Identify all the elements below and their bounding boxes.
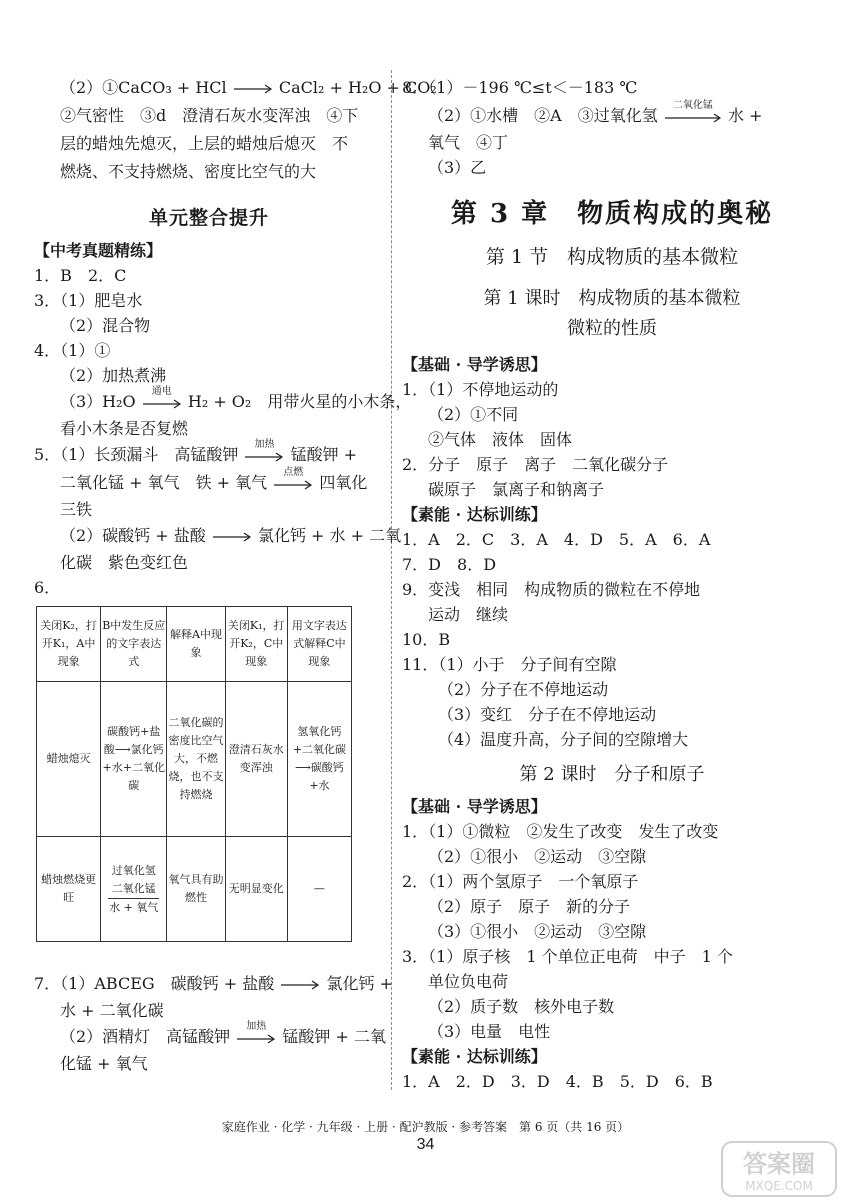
section-tag: 【基础 · 导学诱思】 — [402, 355, 547, 374]
answer-line: 7．（1）ABCEG 碳酸钙 + 盐酸 氯化钙 + — [34, 974, 393, 993]
answer-line: （3）H₂O 通电 H₂ + O₂ 用带火星的小木条， — [60, 385, 412, 411]
answer-line: 1．A 2．D 3．D 4．B 5．D 6．B — [402, 1072, 713, 1091]
answer-line: 1．（1）①微粒 ②发生了改变 发生了改变 — [402, 822, 719, 841]
answer-line: ②气体 液体 固体 — [428, 430, 573, 449]
table-cell: 澄清石灰水变浑浊 — [225, 682, 287, 837]
table-cell: 蜡烛熄灭 — [37, 682, 101, 837]
table-row — [37, 682, 352, 837]
reaction-arrow — [232, 79, 274, 99]
answer-line: 1．A 2．C 3．A 4．D 5．A 6．A — [402, 530, 711, 549]
answer-line: 2．（1）两个氢原子 一个氧原子 — [402, 872, 639, 891]
table-header-cell: 解释A中现象 — [167, 607, 225, 682]
answer-line: 1．B 2．C — [34, 266, 127, 285]
table-cell: 氧气具有助燃性 — [167, 837, 225, 942]
answer-line: 氧气 ④丁 — [428, 133, 509, 152]
answer-line: （2）加热煮沸 — [60, 366, 167, 385]
reaction-arrow — [211, 527, 253, 547]
answer-line: 8．（1）－196 ℃≤t＜－183 ℃ — [402, 78, 638, 97]
svg-text:MXQE.COM: MXQE.COM — [745, 1179, 813, 1193]
table-cell: 二氧化碳的密度比空气大，不燃烧，也不支持燃烧 — [167, 682, 225, 837]
table-header-cell: 关闭K₁，打开K₂，C中现象 — [225, 607, 287, 682]
answer-line: ②气密性 ③d 澄清石灰水变浑浊 ④下 — [60, 106, 359, 125]
answer-line: 看小木条是否复燃 — [60, 419, 189, 438]
answer-line: （2）①很小 ②运动 ③空隙 — [428, 847, 647, 866]
answer-line: （4）温度升高，分子间的空隙增大 — [438, 730, 689, 749]
table-cell: 过氧化氢 二氧化锰 水 + 氧气 — [101, 837, 167, 942]
answer-line: （2）混合物 — [60, 316, 151, 335]
lesson-subtitle: 微粒的性质 — [567, 318, 657, 339]
answer-line: 9．变浅 相同 构成物质的微粒在不停地 — [402, 580, 701, 599]
table-cell: 碳酸钙+盐酸⟶氯化钙+水+二氧化碳 — [101, 682, 167, 837]
table-cell: 氢氧化钙+二氧化碳⟶碳酸钙+水 — [287, 682, 351, 837]
answer-line: （2）原子 原子 新的分子 — [428, 897, 631, 916]
table-row — [37, 837, 352, 942]
answer-line: 三铁 — [60, 500, 93, 519]
answer-line: 11．（1）小于 分子间有空隙 — [402, 655, 617, 674]
reaction-arrow: 通电 — [141, 393, 183, 413]
reaction-arrow: 加热 — [243, 446, 285, 466]
answer-line: 10．B — [402, 630, 451, 649]
answer-line: 4．（1）① — [34, 341, 111, 360]
answer-line: 层的蜡烛先熄灭，上层的蜡烛后熄灭 不 — [60, 134, 349, 153]
answer-line: 5．（1）长颈漏斗 高锰酸钾 加热 锰酸钾 + — [34, 438, 358, 464]
section-title: 第 1 节 构成物质的基本微粒 — [485, 246, 739, 268]
reaction-arrow: 二氧化锰 — [663, 107, 723, 127]
answer-line: 单位负电荷 — [428, 972, 509, 991]
answer-line: （3）电量 电性 — [428, 1022, 551, 1041]
table-cell: — — [287, 837, 351, 942]
reaction-arrow: 加热 — [235, 1028, 277, 1048]
answer-line: 化碳 紫色变红色 — [60, 553, 189, 572]
page-footer: 家庭作业 · 化学 · 九年级 · 上册 · 配沪教版 · 参考答案 第 6 页（共 16 页） — [221, 1120, 630, 1134]
table-cell: 蜡烛燃烧更旺 — [37, 837, 101, 942]
lesson-title: 第 1 课时 构成物质的基本微粒 — [483, 288, 741, 309]
chapter-title: 第 3 章 物质构成的奥秘 — [450, 199, 774, 229]
answer-line: 2．分子 原子 离子 二氧化碳分子 — [402, 455, 669, 474]
reaction-arrow — [279, 975, 321, 995]
answer-line: 3．（1）肥皂水 — [34, 291, 143, 310]
answer-line: 7．D 8．D — [402, 555, 497, 574]
answer-line: 燃烧、不支持燃烧、密度比空气的大 — [60, 162, 317, 181]
answer-line: （2）分子在不停地运动 — [438, 680, 609, 699]
section-tag: 【素能 · 达标训练】 — [402, 505, 547, 524]
answer-line: （3）变红 分子在不停地运动 — [438, 705, 657, 724]
table-header-row — [37, 607, 352, 682]
section-tag: 【中考真题精练】 — [34, 241, 163, 260]
watermark-icon — [720, 1140, 838, 1198]
section-tag: 【基础 · 导学诱思】 — [402, 797, 547, 816]
svg-text:答案圈: 答案圈 — [743, 1150, 815, 1178]
answer-line: （2）碳酸钙 + 盐酸 氯化钙 + 水 + 二氧 — [60, 526, 402, 545]
lesson-title: 第 2 课时 分子和原子 — [519, 764, 705, 785]
section-tag: 【素能 · 达标训练】 — [402, 1047, 547, 1066]
answer-line: 运动 继续 — [428, 605, 509, 624]
answer-line: （2）①CaCO₃ + HCl CaCl₂ + H₂O + CO₂ — [60, 78, 437, 97]
answer-line: （2）①水槽 ②A ③过氧化氢 二氧化锰 水 + — [428, 99, 763, 125]
answer-line: （3）①很小 ②运动 ③空隙 — [428, 922, 647, 941]
answer-line: 1．（1）不停地运动的 — [402, 380, 559, 399]
column-divider — [391, 70, 392, 1090]
right-column — [402, 74, 822, 1094]
experiment-table — [36, 606, 352, 942]
answer-line: 碳原子 氯离子和钠离子 — [428, 480, 605, 499]
answer-line: （2）①不同 — [428, 405, 519, 424]
table-header-cell: 关闭K₂，打开K₁，A中现象 — [37, 607, 101, 682]
table-header-cell: 用文字表达式解释C中现象 — [287, 607, 351, 682]
answer-line: 水 + 二氧化碳 — [60, 1001, 164, 1020]
answer-line: 化锰 + 氧气 — [60, 1054, 148, 1073]
section-title: 单元整合提升 — [148, 207, 269, 229]
answer-line: （2）酒精灯 高锰酸钾 加热 锰酸钾 + 二氧 — [60, 1020, 386, 1046]
answer-line: 二氧化锰 + 氧气 铁 + 氧气 点燃 四氧化 — [60, 466, 368, 492]
answer-line: （3）乙 — [428, 158, 487, 177]
reaction-arrow: 点燃 — [272, 474, 314, 494]
answer-line: （2）质子数 核外电子数 — [428, 997, 615, 1016]
answer-line: 3．（1）原子核 1 个单位正电荷 中子 1 个 — [402, 947, 733, 966]
table-header-cell: B中发生反应的文字表达式 — [101, 607, 167, 682]
table-cell: 无明显变化 — [225, 837, 287, 942]
answer-line: 6． — [34, 578, 61, 597]
watermark-logo — [720, 1140, 838, 1198]
page-number: 34 — [416, 1136, 435, 1153]
